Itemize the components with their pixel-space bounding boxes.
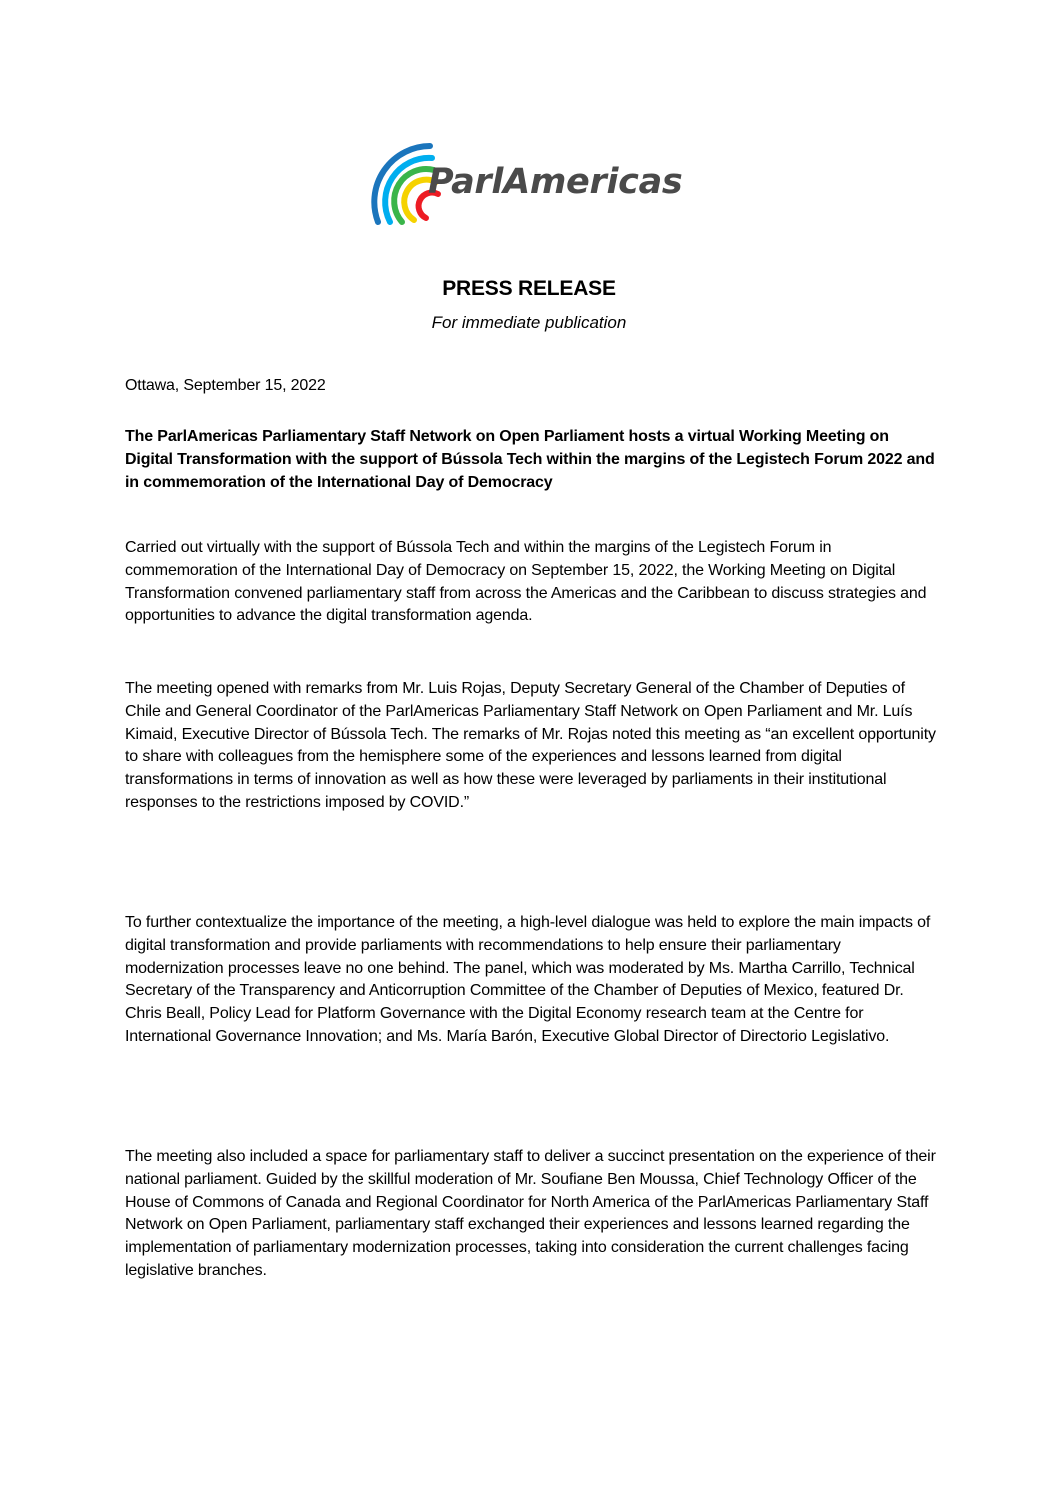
body-paragraph: To further contextualize the importance of the meeting, a high-level dialogue was held to explore the main impacts of digital transformation and provide parliaments with recommendations to help ensure their parliamentary modernization processes leave no one behind. The panel, which was moderated by Ms. Martha Carrillo, Technical Secretary of the Transparency and Anticorruption Committee of the Chamber of Deputies of Mexico, featured Dr. Chris Beall, Policy Lead for Platform Governance with the Digital Economy research team at the Centre for International Governance Innovation; and Ms. María Barón, Executive Global Director of Directorio Legislativo. xyxy=(125,914,931,1045)
body-paragraph: The meeting also included a space for parliamentary staff to deliver a succinct presentation on the experience of their national parliament. Guided by the skillful moderation of Mr. Soufiane Ben Moussa, Chief Technology Officer of the House of Commons of Canada and Regional Coordinator for North America of the ParlAmericas Parliamentary Staff Network on Open Parliament, parliamentary staff exchanged their experiences and lessons learned regarding the implementation of parliamentary modernization processes, taking into consideration the current challenges facing legislative branches. xyxy=(125,1148,936,1279)
lead-paragraph: The ParlAmericas Parliamentary Staff Network on Open Parliament hosts a virtual Working Meeting on Digital Transformation with the support of Bússola Tech within the margins of the Legistech Forum 2022 and in commemoration of the International Day of Democracy xyxy=(125,428,935,491)
parlamericas-logo xyxy=(368,138,688,230)
body-paragraph: The meeting opened with remarks from Mr. Luis Rojas, Deputy Secretary General of the Chamber of Deputies of Chile and General Coordinator of the ParlAmericas Parliamentary Staff Network on Open Parliament and Mr. Luís Kimaid, Executive Director of Bússola Tech. The remarks of Mr. Rojas noted this meeting as “an excellent opportunity to share with colleagues from the hemisphere some of the experiences and lessons learned from digital transformations in terms of innovation as well as how these were leveraged by parliaments in their institutional responses to the restrictions imposed by COVID.” xyxy=(125,680,936,811)
logo-wordmark: ParlAmericas xyxy=(428,162,683,202)
body-paragraph: Carried out virtually with the support of Bússola Tech and within the margins of the Legistech Forum in commemoration of the International Day of Democracy on September 15, 2022, the Working Meeting on Digital Transformation convened parliamentary staff from across the Americas and the Caribbean to discuss strategies and opportunities to advance the digital transformation agenda. xyxy=(125,539,927,625)
page-subtitle: For immediate publication xyxy=(431,313,627,332)
page-title: PRESS RELEASE xyxy=(442,277,616,300)
dateline: Ottawa, September 15, 2022 xyxy=(125,377,326,394)
